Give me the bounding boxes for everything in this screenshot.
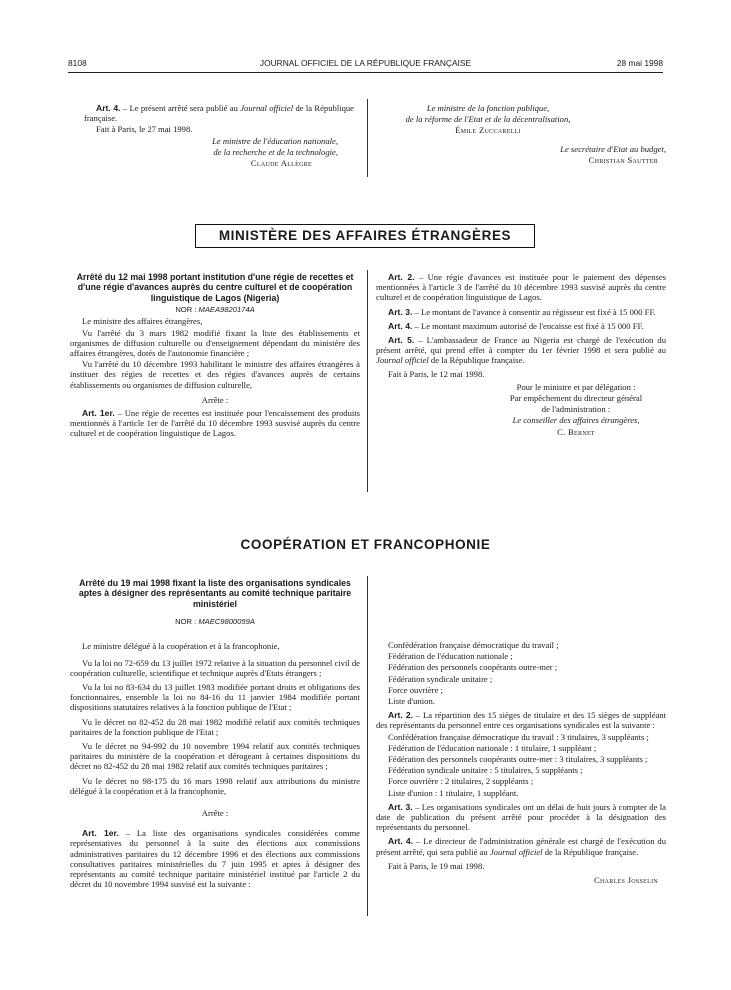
arrete1-sig-name: C. Bernet [557,426,595,437]
list-item: Fédération des personnels coopérants outre-mer : 3 titulaires, 3 suppléants ; [388,754,648,765]
arrete1-art4: Art. 4. – Le montant maximum autorisé de l'encaisse est fixé à 15 000 FF. [388,320,644,331]
arrete2-nor: NOR : MAEC9800059A [175,617,255,627]
arrete2-left-column [70,578,360,890]
arrete1-sig2: Par empêchement du directeur général [509,393,643,404]
list-item: Fédération de l'éducation nationale ; [388,651,513,662]
arrete2-art1: Art. 1er. – La liste des organisations syndicales considérées comme représentatives du personnel à la suite des élections aux commissions administratives paritaires du 12 décembre 1996 et des élections aux commissions consultatives paritaires ministérielles du 7 juin 1995 et aptes à désigner des représentants au comité technique paritaire ministériel institué par l'article 2 du décret du 10 novembre 1994 susvisé est la suivante : [70,828,360,890]
list-item: Confédération française démocratique du travail : 3 titulaires, 3 suppléants ; [388,731,649,742]
list-item: Fédération syndicale unitaire : 5 titulaires, 5 suppléants ; [388,765,583,776]
arrete2-title: Arrêté du 19 mai 1998 fixant la liste des organisations syndicales aptes à désigner des représentants au comité technique paritaire ministériel [78,578,352,609]
top-fait: Fait à Paris, le 27 mai 1998. [96,124,193,135]
list-item: Liste d'union. [388,696,435,707]
top-sig-title1: Le ministre de l'éducation nationale, [212,135,338,146]
list-item: Fédération de l'éducation nationale : 1 titulaire, 1 suppléant ; [388,742,597,753]
arrete2-right-column [376,578,666,886]
arrete2-art2: Art. 2. – La répartition des 15 sièges de titulaire et des 15 sièges de suppléant des représentants du personnel entre ces organisations syndicales est la suivante : [376,710,667,731]
top-art4: Art. 4. – Le présent arrêté sera publié au Journal officiel de la République française. [84,103,354,124]
arrete2-visa4: Vu le décret no 94-992 du 10 novembre 1994 relatif aux comités techniques paritaires du ministère de la coopération et dérogeant à certaines dispositions du décret no 82-452 du 28 mai 1982 relatif aux comités techniques paritaires ; [70,741,360,772]
arrete1-minister: Le ministre des affaires étrangères, [82,316,203,327]
page-header [68,58,663,70]
top-right-column [378,103,666,166]
top-sig-title2: de la recherche et de la technologie, [213,146,338,157]
top-sig1-title2: de la réforme de l'Etat et de la décentralisation, [405,114,571,125]
list-item: Confédération française démocratique du travail ; [388,640,559,650]
list-item: Liste d'union : 1 titulaire, 1 suppléant. [388,787,519,798]
arrete1-left-column [70,272,360,440]
arrete1-sig1: Pour le ministre et par délégation : [516,381,636,392]
top-left-column [84,103,354,169]
top-sig1-name: Émile Zuccarelli [455,125,521,136]
issue-date: 28 mai 1998 [616,58,663,68]
arrete1-nor: NOR : MAEA9820174A [175,305,255,315]
arrete2-minister: Le ministre délégué à la coopération et à la francophonie, [82,641,280,652]
arrete1-art1: Art. 1er. – Une régie de recettes est instituée pour l'encaissement des produits mentionnés à l'article 1er de l'arrêté du 10 décembre 1993 susvisé auprès du centre culturel et de coopération linguistique de Lagos. [70,408,361,439]
arrete1-sig3: de l'administration : [541,404,611,415]
top-column-divider [367,99,368,177]
top-sig1-title1: Le ministre de la fonction publique, [426,103,550,113]
arrete2-visa1: Vu la loi no 72-659 du 13 juillet 1972 relative à la situation du personnel civil de coopération culturelle, scientifique et technique auprès d'Etats étrangers ; [70,657,360,678]
arrete2-sig-name: Charles Josselin [593,875,658,886]
arrete1-sig4: Le conseiller des affaires étrangères, [512,415,640,426]
page-number: 8108 [68,58,87,68]
journal-title: JOURNAL OFFICIEL DE LA RÉPUBLIQUE FRANÇAISE [259,58,472,68]
arrete2-visa5: Vu le décret no 98-175 du 16 mars 1998 relatif aux attributions du ministre délégué à la coopération et à la francophonie, [70,775,360,796]
header-rule [68,72,663,73]
arrete2-list1 [376,640,666,706]
arrete2-list2 [376,732,666,798]
top-sig2-title: Le secrétaire d'Etat au budget, [560,143,666,154]
arrete2-arrete: Arrête : [201,808,229,819]
arrete2-art4: Art. 4. – Le directeur de l'administration générale est chargé de l'exécution du présent arrêté, qui sera publié au Journal officiel de la République française. [376,836,666,857]
arrete1-signature [486,382,666,437]
arrete2-column-divider [367,576,368,916]
arrete1-art5: Art. 5. – L'ambassadeur de France au Nigeria est chargé de l'exécution du présent arrêté, qui prend effet à compter du 1er février 1998 et sera publié au Journal officiel de la République française. [376,335,666,366]
list-item: Force ouvrière : 2 titulaires, 2 suppléants ; [388,776,534,787]
arrete1-title: Arrêté du 12 mai 1998 portant institution d'une régie de recettes et d'une régie d'avances auprès du centre culturel et de coopération linguistique de Lagos (Nigeria) [76,272,354,303]
arrete1-right-column [376,272,666,438]
top-sig-name: Claude Allègre [250,158,312,169]
arrete2-visa2: Vu la loi no 83-634 du 13 juillet 1983 modifiée portant droits et obligations des fonctionnaires, ensemble la loi no 84-16 du 11 janvier 1984 modifiée portant dispositions statutaires relatives à la fonction publique de l'Etat ; [70,682,360,713]
arrete1-visa1: Vu l'arrêté du 3 mars 1982 modifié fixant la liste des établissements et organismes de diffusion culturelle ou d'enseignement dépendant du ministère des affaires étrangères, dotés de l'autonomie financière ; [70,327,360,359]
arrete1-fait: Fait à Paris, le 12 mai 1998. [388,368,485,379]
section-heading: COOPÉRATION ET FRANCOPHONIE [240,537,491,552]
arrete1-column-divider [367,270,368,492]
list-item: Fédération syndicale unitaire ; [388,673,493,684]
list-item: Force ouvrière ; [388,684,443,695]
arrete1-art3: Art. 3. – Le montant de l'avance à consentir au régisseur est fixé à 15 000 FF. [388,306,656,317]
list-item: Fédération des personnels coopérants outre-mer ; [388,662,558,673]
arrete1-visa2: Vu l'arrêté du 10 décembre 1993 habilitant le ministre des affaires étrangères à instituer des régies de recettes et des régies d'avances auprès de certains établissements ou organismes de diffusion culturelle, [70,359,360,390]
arrete2-visa3: Vu le décret no 82-452 du 28 mai 1982 modifié relatif aux comités techniques paritaires de la fonction publique de l'Etat ; [70,716,360,737]
ministry-heading: MINISTÈRE DES AFFAIRES ÉTRANGÈRES [195,224,535,248]
arrete1-art2: Art. 2. – Une régie d'avances est instituée pour le paiement des dépenses mentionnées à l'article 3 de l'arrêté du 10 décembre 1993 susvisé auprès du centre culturel et de coopération linguistique de Lagos. [376,272,666,303]
arrete2-art3: Art. 3. – Les organisations syndicales ont un délai de huit jours à compter de la date de publication du présent arrêté pour procéder à la désignation des représentants du personnel. [376,801,666,833]
arrete2-fait: Fait à Paris, le 19 mai 1998. [388,860,485,871]
top-sig2-name: Christian Sautter [588,154,658,165]
arrete1-arrete: Arrête : [201,394,229,405]
